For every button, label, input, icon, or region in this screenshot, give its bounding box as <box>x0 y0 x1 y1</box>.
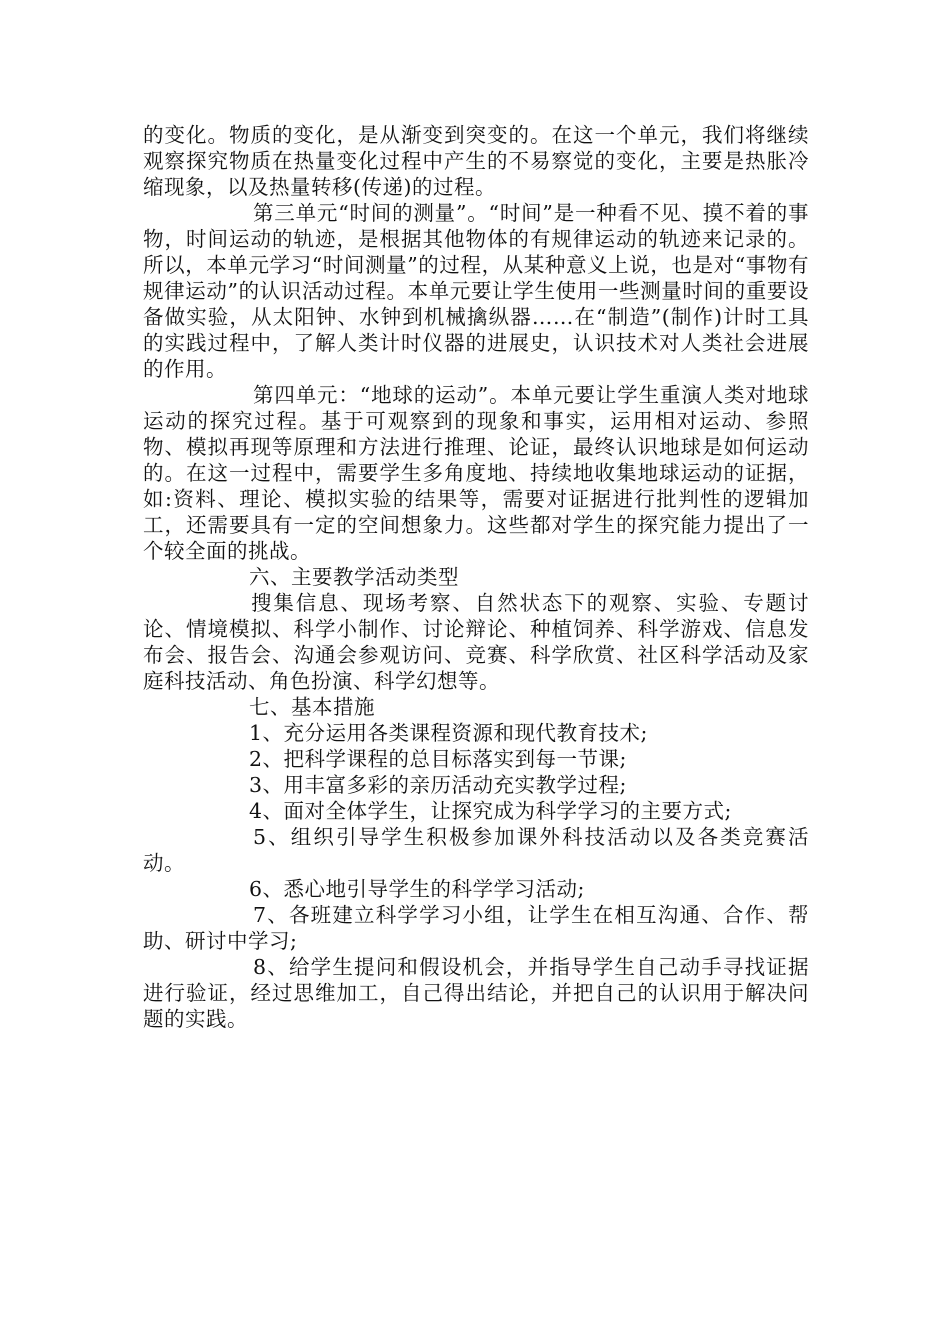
measure-item: 4、面对全体学生，让探究成为科学学习的主要方式; <box>249 799 732 823</box>
unit-three-paragraph: 第三单元“时间的测量”。“时间”是一种看不见、摸不着的事物，时间运动的轨迹，是根据其他物体的有规律运动的轨迹来记录的。所以，本单元学习“时间测量”的过程，从某种意义上说，也是对“事物有规律运动”的认识活动过程。本单元要让学生使用一些测量时间的重要设备做实验，从太阳钟、水钟到机械擒纵器……在“制造”(制作)计时工具的实践过程中，了解人类计时仪器的进展史，认识技术对人类社会进展的作用。 <box>143 201 809 381</box>
measure-item: 2、把科学课程的总目标落实到每一节课; <box>249 747 627 771</box>
measure-item: 1、充分运用各类课程资源和现代教育技术; <box>249 721 648 745</box>
activities-paragraph: 搜集信息、现场考察、自然状态下的观察、实验、专题讨论、情境模拟、科学小制作、讨论辩论、种植饲养、科学游戏、信息发布会、报告会、沟通会参观访问、竞赛、科学欣赏、社区科学活动及家庭科技活动、角色扮演、科学幻想等。 <box>143 591 809 693</box>
intro-paragraph: 的变化。物质的变化，是从渐变到突变的。在这一个单元，我们将继续观察探究物质在热量变化过程中产生的不易察觉的变化，主要是热胀冷缩现象，以及热量转移(传递)的过程。 <box>143 123 809 199</box>
measure-item: 8、给学生提问和假设机会，并指导学生自己动手寻找证据进行验证，经过思维加工，自己得出结论，并把自己的认识用于解决问题的实践。 <box>143 955 809 1031</box>
measure-item: 5、组织引导学生积极参加课外科技活动以及各类竞赛活动。 <box>143 825 809 875</box>
measure-item: 3、用丰富多彩的亲历活动充实教学过程; <box>249 773 627 797</box>
section-seven-heading: 七、基本措施 <box>249 695 375 719</box>
document-body <box>143 122 809 1032</box>
unit-four-paragraph: 第四单元：“地球的运动”。本单元要让学生重演人类对地球运动的探究过程。基于可观察到的现象和事实，运用相对运动、参照物、模拟再现等原理和方法进行推理、论证，最终认识地球是如何运动的。在这一过程中，需要学生多角度地、持续地收集地球运动的证据，如:资料、理论、模拟实验的结果等，需要对证据进行批判性的逻辑加工，还需要具有一定的空间想象力。这些都对学生的探究能力提出了一个较全面的挑战。 <box>143 383 809 563</box>
measure-item: 7、各班建立科学学习小组，让学生在相互沟通、合作、帮助、研讨中学习; <box>143 903 809 953</box>
measure-item: 6、悉心地引导学生的科学学习活动; <box>249 877 585 901</box>
section-six-heading: 六、主要教学活动类型 <box>249 565 459 589</box>
